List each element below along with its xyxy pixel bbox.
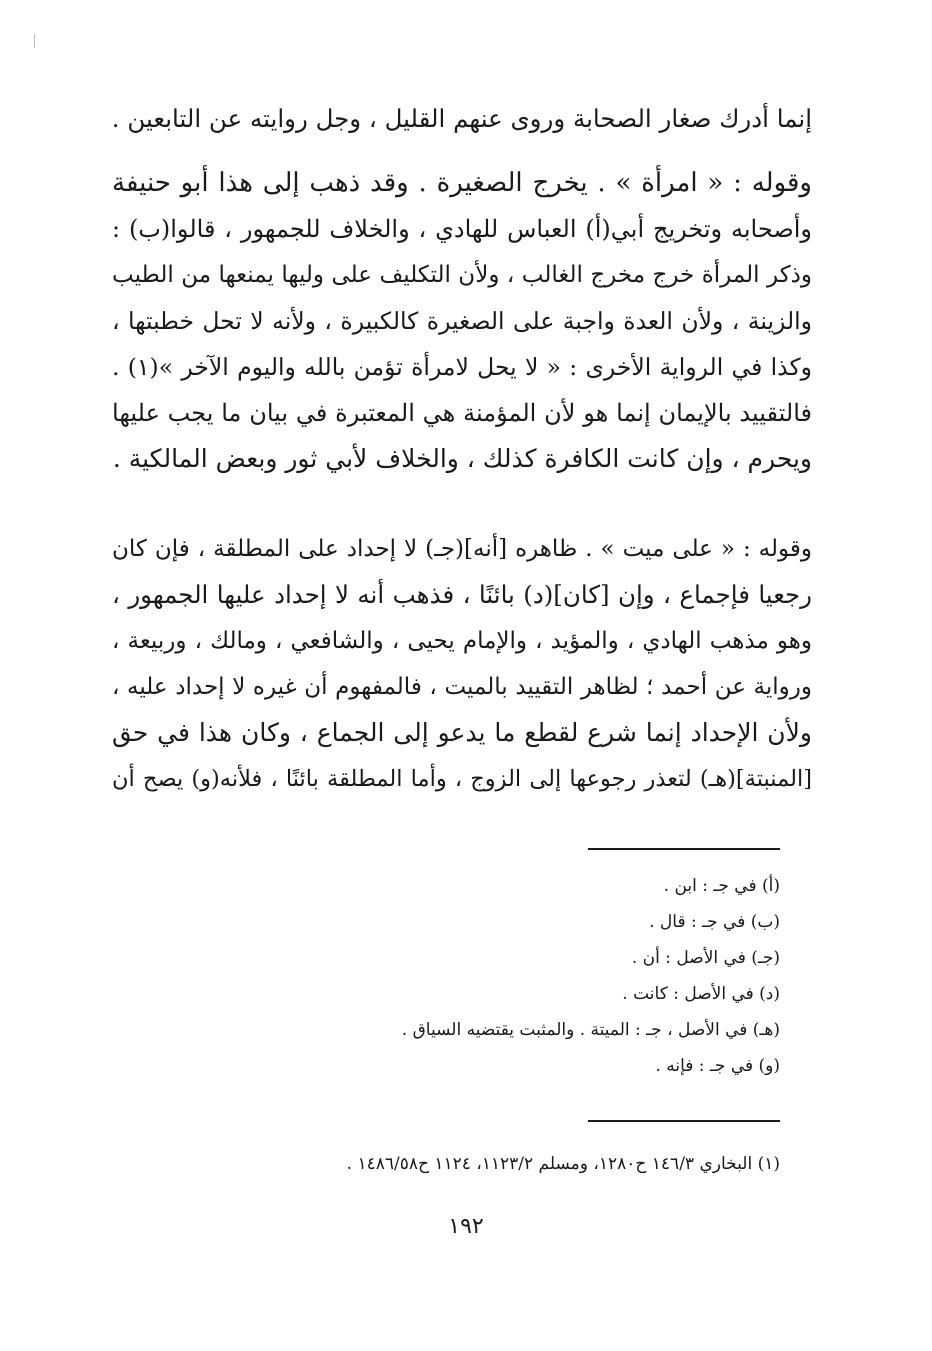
variant-note: (هـ) في الأصل ، جـ : الميتة . والمثبت يقتضيه السياق . <box>401 1020 780 1040</box>
paragraph2-line: وهو مذهب الهادي ، والمؤيد ، والإمام يحيى ، والشافعي ، ومالك ، وربيعة ، <box>112 628 812 654</box>
paragraph2-line: ورواية عن أحمد ؛ لظاهر التقييد بالميت ، فالمفهوم أن غيره لا إحداد عليه ، <box>112 674 812 700</box>
intro-paragraph <box>112 96 812 142</box>
paragraph1-line: فالتقييد بالإيمان إنما هو لأن المؤمنة هي المعتبرة في بيان ما يجب عليها <box>112 399 812 427</box>
paragraph1-line: ويحرم ، وإن كانت الكافرة كذلك ، والخلاف لأبي ثور وبعض المالكية . <box>112 444 812 473</box>
variant-note: (د) في الأصل : كانت . <box>622 984 780 1004</box>
paragraph1-line: وأصحابه وتخريج أبي(أ) العباس للهادي ، والخلاف للجمهور ، قالوا(ب) : <box>112 215 812 243</box>
scan-margin-mark <box>34 34 35 48</box>
paragraph1-line: وقوله : « امرأة » . يخرج الصغيرة . وقد ذهب إلى هذا أبو حنيفة <box>112 168 812 198</box>
paragraph-deceased <box>112 526 812 802</box>
intro-line: إنما أدرك صغار الصحابة وروى عنهم القليل ، وجل روايته عن التابعين . <box>112 104 812 133</box>
page-number: ١٩٢ <box>448 1214 484 1239</box>
footnote-divider <box>588 848 780 850</box>
paragraph-woman <box>112 160 812 482</box>
reference-notes <box>112 1146 780 1182</box>
variant-note: (و) في جـ : فإنه . <box>655 1056 780 1076</box>
reference-divider <box>588 1120 780 1122</box>
paragraph2-line: وقوله : « على ميت » . ظاهره [أنه](جـ) لا إحداد على المطلقة ، فإن كان <box>112 536 812 562</box>
variant-note: (أ) في جـ : ابن . <box>663 876 780 896</box>
paragraph2-line: ولأن الإحداد إنما شرع لقطع ما يدعو إلى الجماع ، وكان هذا في حق <box>112 718 812 747</box>
paragraph1-line: والزينة ، ولأن العدة واجبة على الصغيرة كالكبيرة ، ولأنه لا تحل خطبتها ، <box>112 307 812 335</box>
paragraph1-line: وكذا في الرواية الأخرى : « لا يحل لامرأة تؤمن بالله واليوم الآخر »(١) . <box>112 353 812 381</box>
variant-notes <box>112 868 780 1084</box>
variant-note: (ب) في جـ : قال . <box>649 912 780 932</box>
paragraph1-line: وذكر المرأة خرج مخرج الغالب ، ولأن التكليف على وليها يمنعها من الطيب <box>112 262 812 288</box>
variant-note: (جـ) في الأصل : أن . <box>631 948 780 968</box>
paragraph2-line: [المنبتة](هـ) لتعذر رجوعها إلى الزوج ، وأما المطلقة بائنًا ، فلأنه(و) يصح أن <box>112 766 812 792</box>
reference-note: (١) البخاري ١٤٦/٣ ح١٢٨٠، ومسلم ١١٢٣/٢، ١١٢٤ ح١٤٨٦/٥٨ . <box>346 1154 780 1174</box>
paragraph2-line: رجعيا فإجماع ، وإن [كان](د) بائنًا ، فذهب أنه لا إحداد عليها الجمهور ، <box>112 580 812 609</box>
